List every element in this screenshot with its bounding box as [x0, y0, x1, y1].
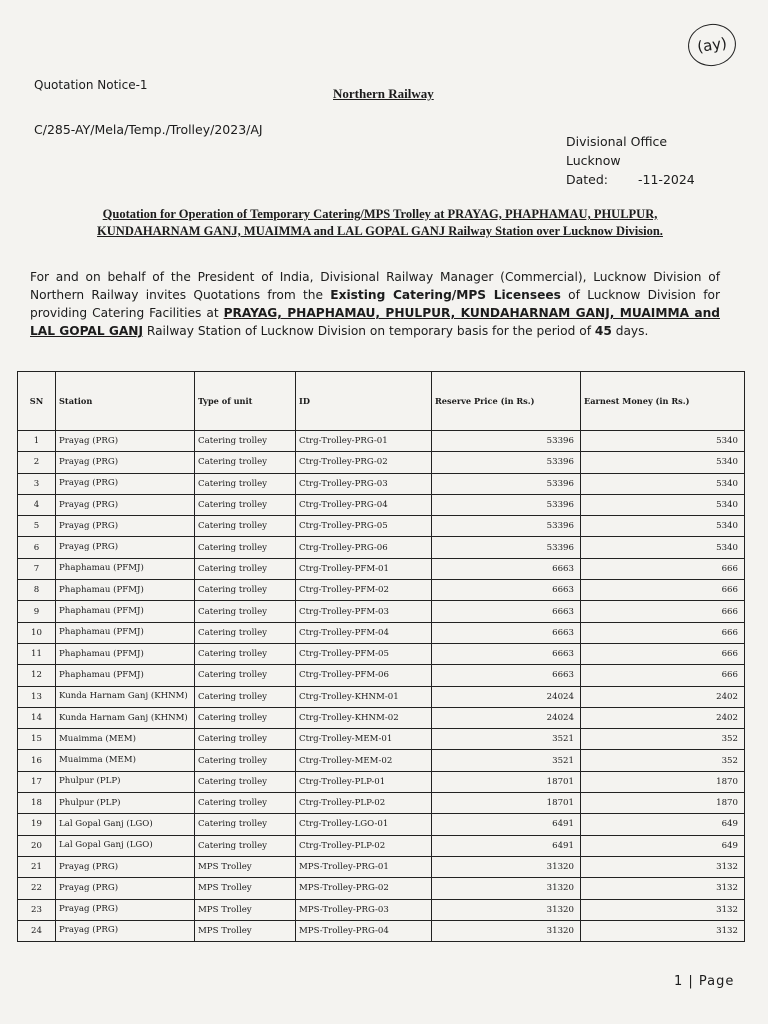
cell-type: Catering trolley — [195, 814, 296, 835]
cell-id: Ctrg-Trolley-PRG-01 — [296, 431, 432, 452]
cell-station: Phulpur (PLP) — [56, 793, 195, 814]
cell-earnest-money: 2402 — [581, 686, 745, 707]
cell-earnest-money: 666 — [581, 622, 745, 643]
cell-type: Catering trolley — [195, 452, 296, 473]
cell-sn: 11 — [18, 643, 56, 664]
cell-sn: 14 — [18, 707, 56, 728]
cell-type: MPS Trolley — [195, 878, 296, 899]
cell-reserve-price: 18701 — [432, 793, 581, 814]
cell-earnest-money: 3132 — [581, 856, 745, 877]
cell-type: Catering trolley — [195, 686, 296, 707]
table-row — [18, 516, 745, 537]
cell-sn: 2 — [18, 452, 56, 473]
cell-earnest-money: 649 — [581, 814, 745, 835]
cell-sn: 5 — [18, 516, 56, 537]
table-row — [18, 558, 745, 579]
cell-reserve-price: 24024 — [432, 707, 581, 728]
cell-earnest-money: 5340 — [581, 431, 745, 452]
cell-id: Ctrg-Trolley-PLP-02 — [296, 835, 432, 856]
cell-type: Catering trolley — [195, 601, 296, 622]
cell-reserve-price: 31320 — [432, 899, 581, 920]
header-id: ID — [296, 372, 432, 431]
cell-sn: 23 — [18, 899, 56, 920]
cell-earnest-money: 666 — [581, 580, 745, 601]
cell-earnest-money: 5340 — [581, 452, 745, 473]
notice-label: Quotation Notice-1 — [34, 78, 148, 92]
intro-bold-stations: PRAYAG, PHAPHAMAU, PHULPUR, KUNDAHARNAM GANJ, MUAIMMA and LAL GOPAL GANJ — [30, 306, 720, 338]
cell-type: Catering trolley — [195, 580, 296, 601]
cell-sn: 22 — [18, 878, 56, 899]
cell-id: Ctrg-Trolley-KHNM-01 — [296, 686, 432, 707]
cell-station: Prayag (PRG) — [56, 473, 195, 494]
cell-type: Catering trolley — [195, 707, 296, 728]
header-type: Type of unit — [195, 372, 296, 431]
header-station: Station — [56, 372, 195, 431]
cell-id: Ctrg-Trolley-PLP-01 — [296, 771, 432, 792]
trolley-schedule-table — [17, 371, 745, 942]
cell-sn: 21 — [18, 856, 56, 877]
cell-station: Prayag (PRG) — [56, 899, 195, 920]
cell-station: Lal Gopal Ganj (LGO) — [56, 835, 195, 856]
cell-type: Catering trolley — [195, 516, 296, 537]
cell-earnest-money: 2402 — [581, 707, 745, 728]
cell-id: Ctrg-Trolley-PRG-06 — [296, 537, 432, 558]
cell-station: Prayag (PRG) — [56, 516, 195, 537]
cell-station: Phaphamau (PFMJ) — [56, 558, 195, 579]
cell-type: Catering trolley — [195, 473, 296, 494]
cell-type: Catering trolley — [195, 643, 296, 664]
cell-reserve-price: 6663 — [432, 622, 581, 643]
cell-id: Ctrg-Trolley-PRG-05 — [296, 516, 432, 537]
cell-reserve-price: 6663 — [432, 665, 581, 686]
table-row — [18, 750, 745, 771]
cell-earnest-money: 649 — [581, 835, 745, 856]
cell-id: Ctrg-Trolley-KHNM-02 — [296, 707, 432, 728]
intro-text-3: Railway Station of Lucknow Division on temporary basis for the period of — [143, 324, 595, 338]
cell-station: Muaimma (MEM) — [56, 729, 195, 750]
dated-value: -11-2024 — [638, 172, 695, 187]
intro-bold-licensees: Existing Catering/MPS Licensees — [330, 288, 561, 302]
cell-earnest-money: 1870 — [581, 771, 745, 792]
cell-station: Lal Gopal Ganj (LGO) — [56, 814, 195, 835]
cell-earnest-money: 3132 — [581, 899, 745, 920]
cell-sn: 15 — [18, 729, 56, 750]
header-sn: SN — [18, 372, 56, 431]
cell-reserve-price: 6491 — [432, 814, 581, 835]
cell-type: MPS Trolley — [195, 856, 296, 877]
table-header-row — [18, 372, 745, 431]
cell-sn: 16 — [18, 750, 56, 771]
cell-earnest-money: 5340 — [581, 494, 745, 515]
cell-station: Prayag (PRG) — [56, 431, 195, 452]
table-row — [18, 878, 745, 899]
table-row — [18, 452, 745, 473]
cell-station: Phaphamau (PFMJ) — [56, 622, 195, 643]
cell-station: Prayag (PRG) — [56, 920, 195, 941]
intro-bold-days: 45 — [594, 324, 612, 338]
cell-type: Catering trolley — [195, 537, 296, 558]
cell-reserve-price: 6663 — [432, 643, 581, 664]
cell-type: MPS Trolley — [195, 920, 296, 941]
cell-station: Phulpur (PLP) — [56, 771, 195, 792]
table-row — [18, 793, 745, 814]
cell-sn: 3 — [18, 473, 56, 494]
table-row — [18, 643, 745, 664]
cell-id: Ctrg-Trolley-PRG-03 — [296, 473, 432, 494]
cell-earnest-money: 352 — [581, 750, 745, 771]
cell-id: Ctrg-Trolley-PFM-06 — [296, 665, 432, 686]
cell-id: Ctrg-Trolley-PFM-02 — [296, 580, 432, 601]
cell-id: MPS-Trolley-PRG-04 — [296, 920, 432, 941]
table-row — [18, 665, 745, 686]
cell-sn: 7 — [18, 558, 56, 579]
office-line-2: Lucknow — [566, 153, 621, 168]
cell-sn: 24 — [18, 920, 56, 941]
cell-earnest-money: 352 — [581, 729, 745, 750]
cell-type: Catering trolley — [195, 729, 296, 750]
cell-reserve-price: 6663 — [432, 580, 581, 601]
cell-type: MPS Trolley — [195, 899, 296, 920]
cell-sn: 20 — [18, 835, 56, 856]
office-block — [566, 132, 695, 189]
cell-type: Catering trolley — [195, 771, 296, 792]
cell-type: Catering trolley — [195, 494, 296, 515]
intro-text-4: days. — [611, 324, 649, 338]
table-row — [18, 920, 745, 941]
cell-id: MPS-Trolley-PRG-02 — [296, 878, 432, 899]
cell-reserve-price: 3521 — [432, 729, 581, 750]
cell-reserve-price: 53396 — [432, 452, 581, 473]
cell-station: Prayag (PRG) — [56, 452, 195, 473]
cell-sn: 13 — [18, 686, 56, 707]
cell-reserve-price: 6491 — [432, 835, 581, 856]
table-row — [18, 622, 745, 643]
cell-station: Kunda Harnam Ganj (KHNM) — [56, 686, 195, 707]
cell-reserve-price: 53396 — [432, 431, 581, 452]
cell-earnest-money: 1870 — [581, 793, 745, 814]
cell-earnest-money: 666 — [581, 601, 745, 622]
cell-reserve-price: 3521 — [432, 750, 581, 771]
cell-reserve-price: 6663 — [432, 558, 581, 579]
cell-type: Catering trolley — [195, 431, 296, 452]
table-row — [18, 580, 745, 601]
table-row — [18, 601, 745, 622]
cell-reserve-price: 31320 — [432, 920, 581, 941]
cell-earnest-money: 5340 — [581, 537, 745, 558]
table-row — [18, 686, 745, 707]
cell-station: Prayag (PRG) — [56, 878, 195, 899]
cell-id: Ctrg-Trolley-PFM-05 — [296, 643, 432, 664]
intro-text-1: For and on behalf of the President of India, Divisional Railway Manager (Commercial), Lucknow Division of Northern Railway invites Quotations from the — [30, 270, 720, 302]
table-body — [18, 431, 745, 942]
cell-sn: 17 — [18, 771, 56, 792]
cell-id: MPS-Trolley-PRG-03 — [296, 899, 432, 920]
cell-station: Phaphamau (PFMJ) — [56, 580, 195, 601]
cell-earnest-money: 666 — [581, 665, 745, 686]
reference-number: C/285-AY/Mela/Temp./Trolley/2023/AJ — [34, 122, 263, 137]
table-row — [18, 494, 745, 515]
cell-earnest-money: 5340 — [581, 516, 745, 537]
intro-text-2: of Lucknow Division for providing Catering Facilities at — [30, 288, 720, 320]
cell-reserve-price: 53396 — [432, 494, 581, 515]
cell-type: Catering trolley — [195, 750, 296, 771]
intro-paragraph — [30, 268, 720, 340]
cell-earnest-money: 3132 — [581, 920, 745, 941]
cell-station: Kunda Harnam Ganj (KHNM) — [56, 707, 195, 728]
cell-type: Catering trolley — [195, 622, 296, 643]
dated-label: Dated: — [566, 172, 609, 187]
cell-station: Prayag (PRG) — [56, 494, 195, 515]
cell-sn: 10 — [18, 622, 56, 643]
organization-title: Northern Railway — [333, 86, 434, 101]
cell-station: Prayag (PRG) — [56, 537, 195, 558]
cell-reserve-price: 24024 — [432, 686, 581, 707]
handwritten-page-mark: (ay) — [685, 21, 738, 69]
cell-station: Prayag (PRG) — [56, 856, 195, 877]
cell-reserve-price: 31320 — [432, 856, 581, 877]
table-row — [18, 537, 745, 558]
cell-station: Phaphamau (PFMJ) — [56, 601, 195, 622]
cell-station: Phaphamau (PFMJ) — [56, 643, 195, 664]
cell-sn: 9 — [18, 601, 56, 622]
cell-id: Ctrg-Trolley-PRG-04 — [296, 494, 432, 515]
table-row — [18, 707, 745, 728]
cell-type: Catering trolley — [195, 558, 296, 579]
header-earnest-money: Earnest Money (in Rs.) — [581, 372, 745, 431]
cell-earnest-money: 5340 — [581, 473, 745, 494]
cell-id: Ctrg-Trolley-MEM-01 — [296, 729, 432, 750]
cell-sn: 4 — [18, 494, 56, 515]
cell-earnest-money: 666 — [581, 643, 745, 664]
table-row — [18, 771, 745, 792]
cell-station: Phaphamau (PFMJ) — [56, 665, 195, 686]
cell-id: Ctrg-Trolley-LGO-01 — [296, 814, 432, 835]
cell-reserve-price: 31320 — [432, 878, 581, 899]
cell-id: Ctrg-Trolley-PFM-04 — [296, 622, 432, 643]
cell-reserve-price: 53396 — [432, 516, 581, 537]
cell-sn: 8 — [18, 580, 56, 601]
table-row — [18, 729, 745, 750]
cell-reserve-price: 53396 — [432, 537, 581, 558]
header-reserve-price: Reserve Price (in Rs.) — [432, 372, 581, 431]
cell-sn: 6 — [18, 537, 56, 558]
cell-earnest-money: 3132 — [581, 878, 745, 899]
table-row — [18, 473, 745, 494]
cell-reserve-price: 53396 — [432, 473, 581, 494]
cell-id: Ctrg-Trolley-PRG-02 — [296, 452, 432, 473]
cell-sn: 19 — [18, 814, 56, 835]
table-row — [18, 814, 745, 835]
page-number: 1 | Page — [674, 974, 735, 989]
cell-id: Ctrg-Trolley-MEM-02 — [296, 750, 432, 771]
table-row — [18, 835, 745, 856]
cell-type: Catering trolley — [195, 835, 296, 856]
cell-id: Ctrg-Trolley-PFM-01 — [296, 558, 432, 579]
dated-line — [566, 170, 695, 189]
subject-heading: Quotation for Operation of Temporary Catering/MPS Trolley at PRAYAG, PHAPHAMAU, PHULPUR, KUNDAHARNAM GANJ, MUAIMMA and LAL GOPAL GANJ Railway Station over Lucknow Division. — [97, 207, 663, 238]
table-row — [18, 856, 745, 877]
office-line-1: Divisional Office — [566, 134, 668, 149]
table-row — [18, 899, 745, 920]
cell-reserve-price: 6663 — [432, 601, 581, 622]
cell-id: MPS-Trolley-PRG-01 — [296, 856, 432, 877]
cell-sn: 12 — [18, 665, 56, 686]
cell-sn: 18 — [18, 793, 56, 814]
cell-sn: 1 — [18, 431, 56, 452]
cell-id: Ctrg-Trolley-PLP-02 — [296, 793, 432, 814]
cell-type: Catering trolley — [195, 793, 296, 814]
cell-reserve-price: 18701 — [432, 771, 581, 792]
cell-station: Muaimma (MEM) — [56, 750, 195, 771]
cell-type: Catering trolley — [195, 665, 296, 686]
table-row — [18, 431, 745, 452]
cell-id: Ctrg-Trolley-PFM-03 — [296, 601, 432, 622]
cell-earnest-money: 666 — [581, 558, 745, 579]
